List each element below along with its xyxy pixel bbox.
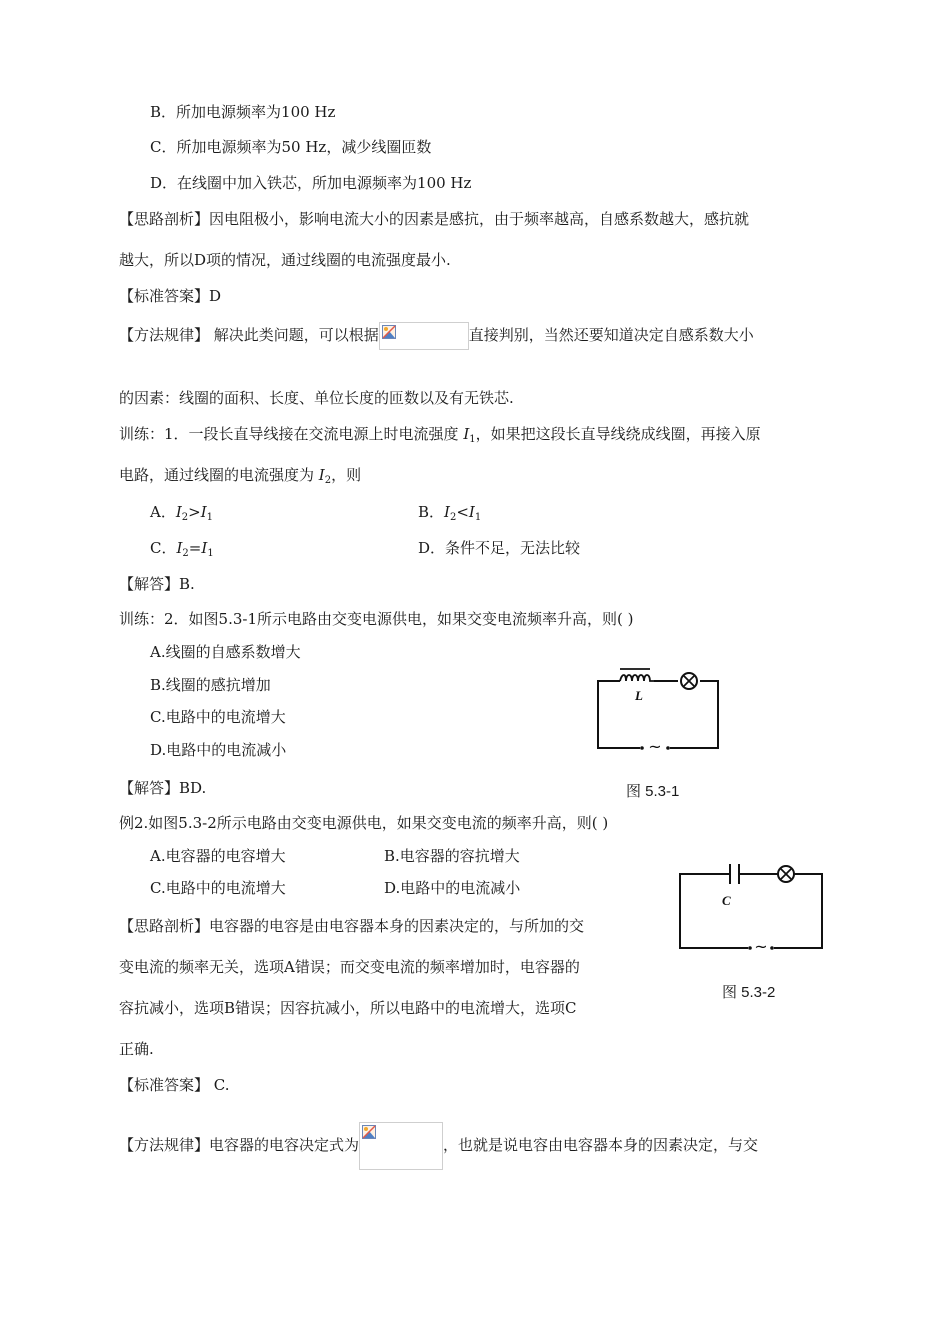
train1-option-d: D．条件不足，无法比较 [418,539,581,557]
capacitor-symbol [730,864,739,884]
option-prefix: C． [150,539,177,557]
variable-i: I [318,466,325,484]
method1-line1 [119,322,754,350]
variable-i: I [175,503,182,521]
answer1: 【标准答案】D [119,287,222,305]
example2-analysis-line3: 容抗减小，选项B错误；因容抗减小，所以电路中的电流增大，选项C [119,999,577,1017]
example2-answer: 【标准答案】 C. [119,1076,230,1094]
figure-5-3-1-circuit [590,662,725,754]
variable-i: I [468,503,475,521]
variable-i: I [200,503,207,521]
variable-i: I [444,503,450,521]
option-prefix: B． [418,503,445,521]
train1-text-c: 电路，通过线圈的电流强度为 [119,466,319,484]
variable-i: I [201,539,208,557]
train1-option-a [150,502,213,528]
example2-option-d: D.电路中的电流减小 [384,879,521,897]
figure-5-3-2-circuit [672,862,832,954]
example2-method-after: ，也就是说电容由电容器本身的因素决定，与交 [443,1136,759,1154]
example2-method-before: 【方法规律】电容器的电容决定式为 [119,1136,360,1154]
method1-after: 直接判别，当然还要知道决定自感系数大小 [468,326,754,344]
example2-stem: 例2.如图5.3-2所示电路由交变电源供电，如果交变电流的频率升高，则( ) [119,814,609,832]
subscript: 2 [449,512,457,523]
subscript: 2 [324,475,332,486]
q1-option-c: C．所加电源频率为50 Hz，减少线圈匝数 [150,138,432,156]
subscript: 1 [207,548,214,559]
q1-option-b: B．所加电源频率为100 Hz [150,103,336,121]
example2-option-b: B.电容器的容抗增大 [384,847,520,865]
method1-before: 【方法规律】 解决此类问题，可以根据 [119,326,379,344]
capacitor-label: C [722,893,731,908]
example2-method [119,1122,758,1170]
variable-i: I [463,425,470,443]
train2-option-d: D.电路中的电流减小 [150,741,287,759]
figure-5-3-2-caption: 图 5.3-2 [722,984,776,1001]
train1-line2 [119,465,361,491]
lamp-symbol [778,866,794,882]
operator: = [188,539,202,557]
analysis1-line2: 越大，所以D项的情况，通过线圈的电流强度最小. [119,251,451,269]
train1-text-a: 训练：1．一段长直导线接在交流电源上时电流强度 [119,425,464,443]
train2-option-a: A.线圈的自感系数增大 [150,643,301,661]
example2-analysis-line2: 变电流的频率无关，选项A错误；而交变电流的频率增加时，电容器的 [119,958,580,976]
analysis1-line1: 【思路剖析】因电阻极小，影响电流大小的因素是感抗，由于频率越高，自感系数越大，感抗就 [119,210,750,228]
train2-stem: 训练：2．如图5.3-1所示电路由交变电源供电，如果交变电流频率升高，则( ) [119,610,634,628]
subscript: 2 [181,512,189,523]
example2-analysis-line4: 正确. [119,1040,154,1058]
option-prefix: A． [150,503,176,521]
operator: > [188,503,201,521]
ac-source-symbol: ~ [754,937,768,954]
inductor-symbol [620,669,654,681]
example2-option-c: C.电路中的电流增大 [150,879,286,897]
example2-option-a: A.电容器的电容增大 [150,847,286,865]
inductor-label: L [635,688,643,703]
train1-text-d: ，则 [331,466,362,484]
train1-option-b [418,502,481,528]
operator: < [456,503,469,521]
example2-analysis-line1: 【思路剖析】电容器的电容是由电容器本身的因素决定的，与所加的交 [119,917,585,935]
subscript: 1 [469,434,476,445]
broken-image-icon [359,1122,443,1170]
q1-option-d: D．在线圈中加入铁芯，所加电源频率为100 Hz [150,174,472,192]
variable-i: I [176,539,183,557]
method1-line2: 的因素：线圈的面积、长度、单位长度的匝数以及有无铁芯. [119,389,514,407]
ac-source-symbol: ~ [648,737,662,754]
lamp-symbol [681,673,697,689]
figure-5-3-1-caption: 图 5.3-1 [626,783,680,800]
train1-answer: 【解答】B. [119,575,195,593]
subscript: 1 [474,512,482,523]
subscript: 2 [182,548,189,559]
broken-image-icon [379,322,469,350]
train1-option-c [150,538,214,564]
train2-answer: 【解答】BD. [119,779,207,797]
train2-option-c: C.电路中的电流增大 [150,708,286,726]
train1-line1 [119,424,761,450]
train2-option-b: B.线圈的感抗增加 [150,676,271,694]
subscript: 1 [206,512,214,523]
train1-text-b: ，如果把这段长直导线绕成线圈，再接入原 [475,425,761,443]
